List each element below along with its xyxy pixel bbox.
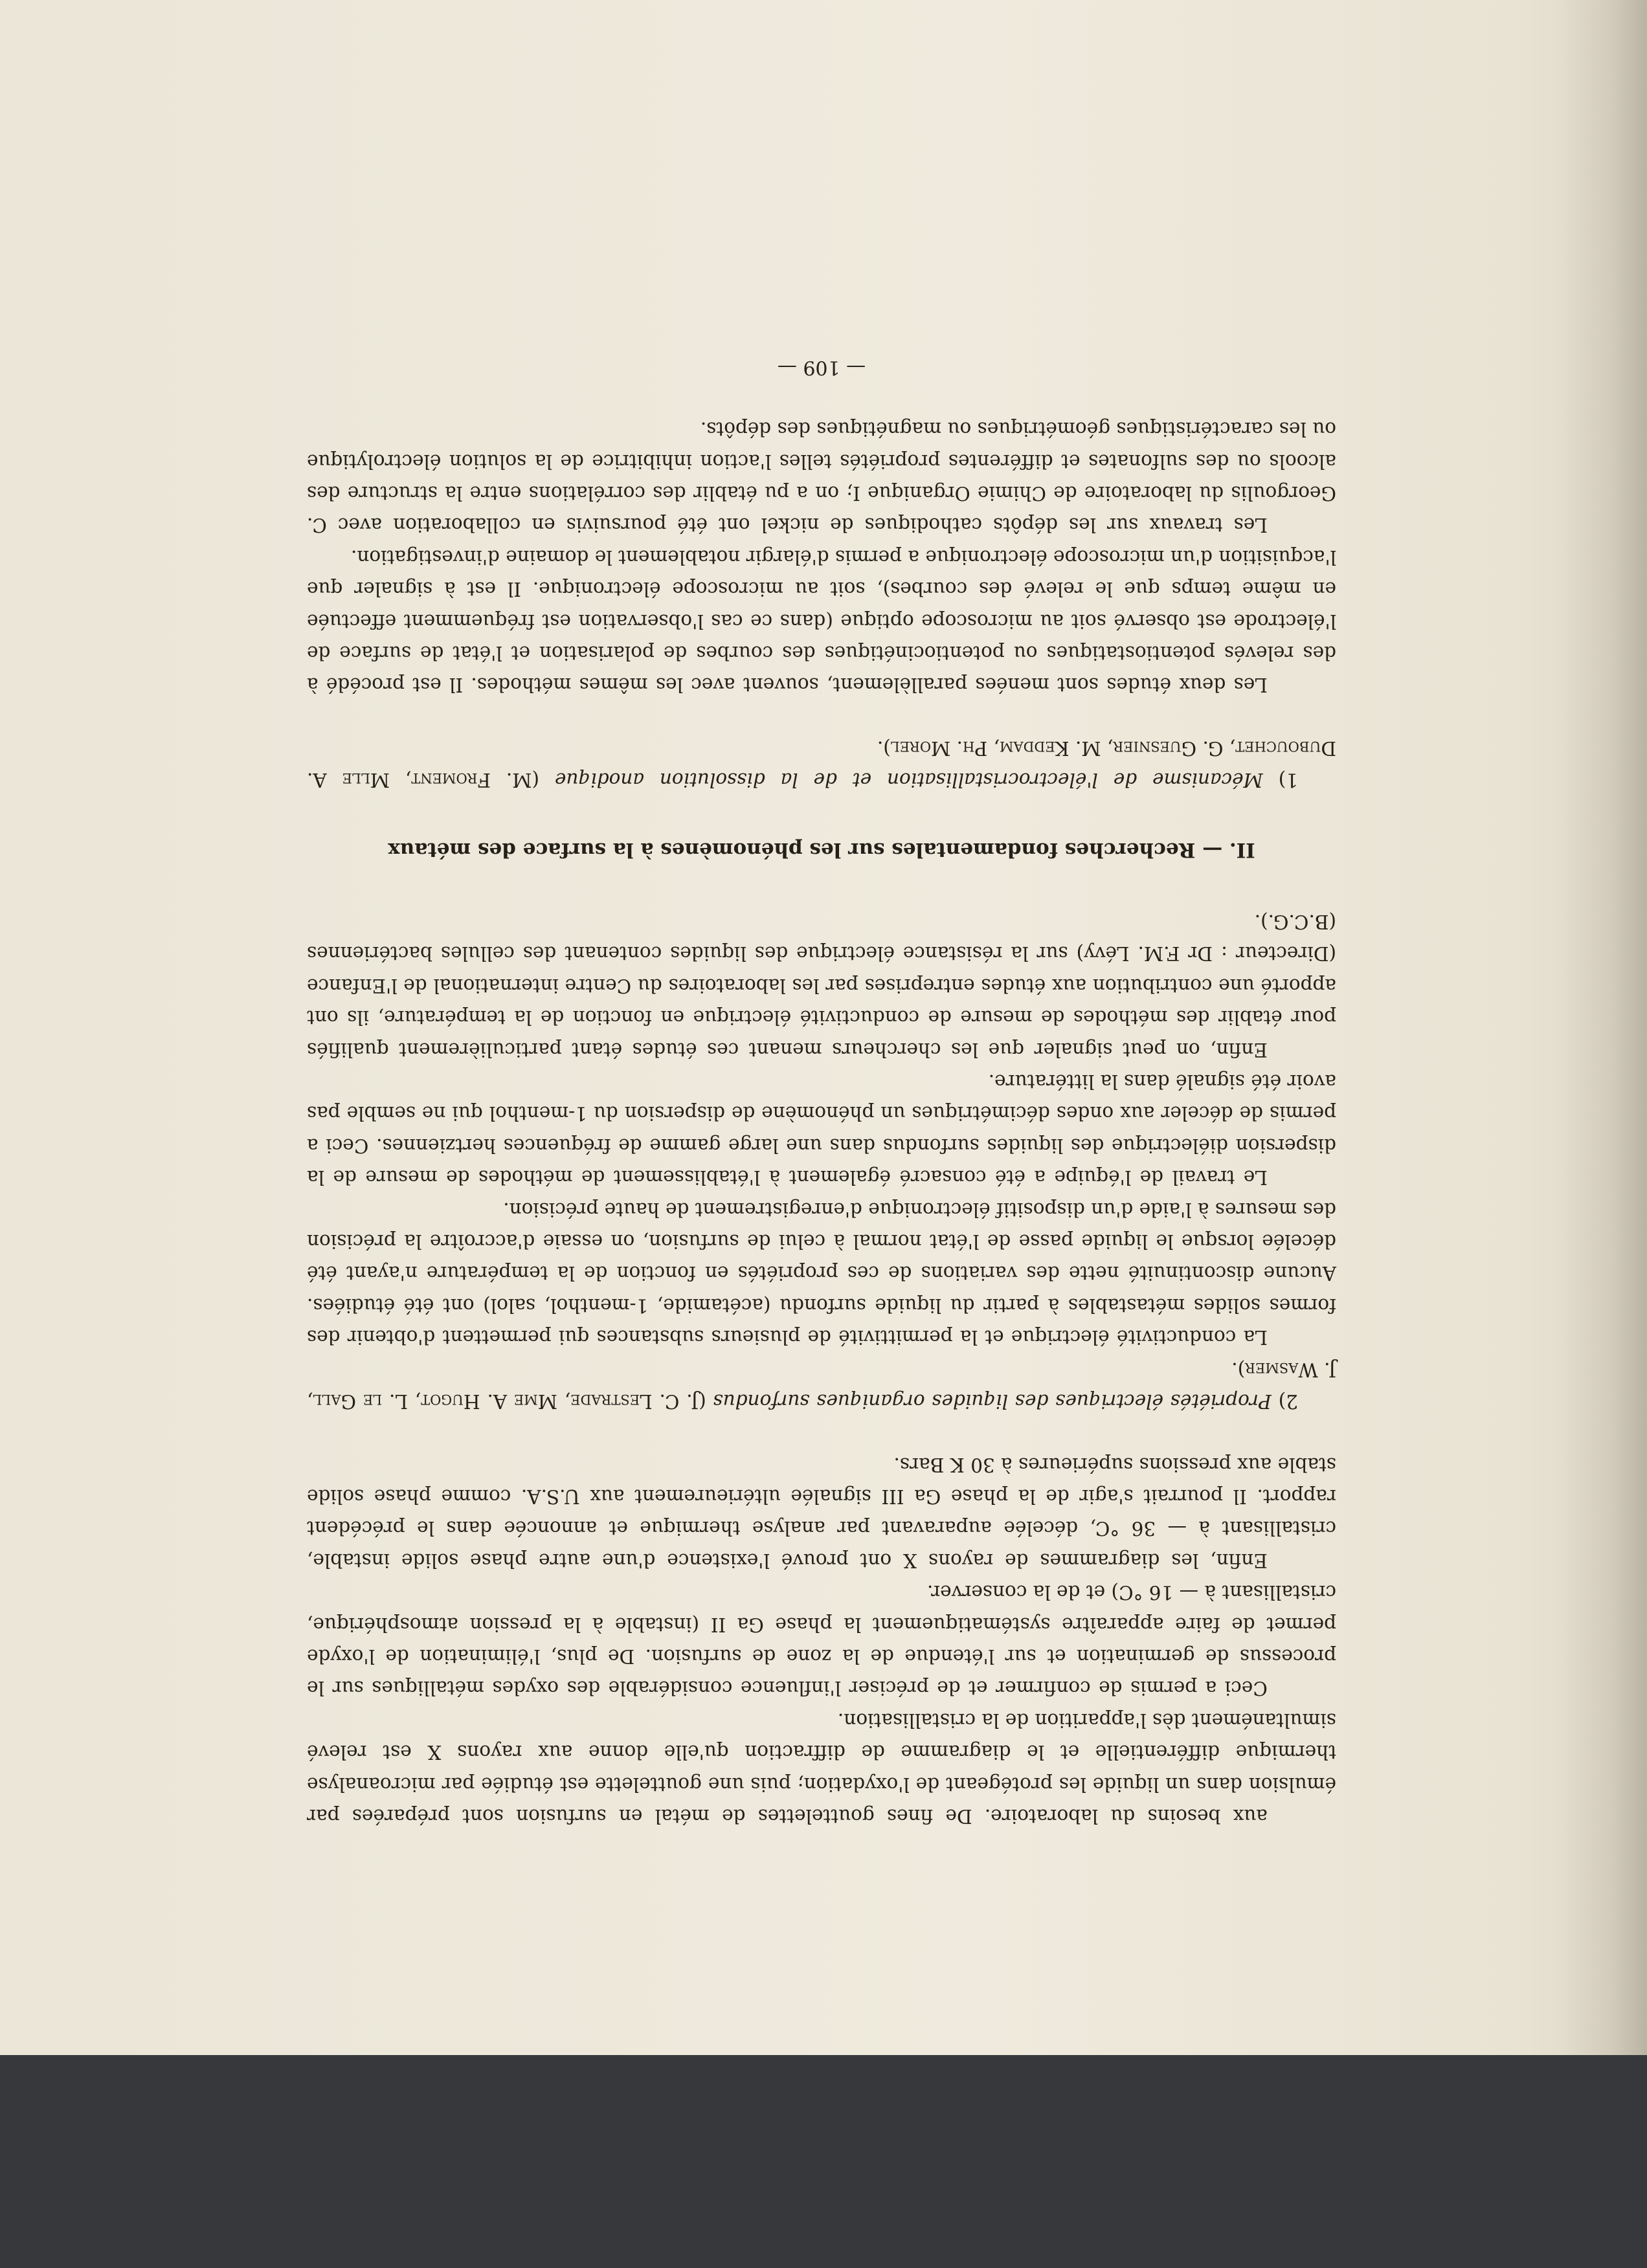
heading-number: 2) bbox=[1278, 1390, 1298, 1413]
heading-number: 1) bbox=[1278, 769, 1298, 792]
heading-title: Propriétés électriques des liquides organiques surfondus bbox=[713, 1390, 1272, 1413]
paragraph: Les deux études sont menées parallèlement, souvent avec les mêmes méthodes. Il est procédé à des relevés potentiostatiques ou potentiocinétiques des courbes de polarisation et l'état de surface de l'électrode est observé soit au microscope optique (dans ce cas l'observation est fréquemment effectuée en même temps que le relevé des courbes), soit au microscope électronique. Il est à signaler que l'acquisition d'un microscope électronique a permis d'élargir notablement le domaine d'investigation. bbox=[307, 546, 1336, 696]
paragraph: Ceci a permis de confirmer et de préciser l'influence considérable des oxydes métalliques sur le processus de germination et sur l'étendue de la zone de surfusion. De plus, l'élimination de l'oxyde permet de faire apparaître systématiquement la phase Ga II (instable à la pression atmosphérique, cristallisant à — 16 °C) et de la conserver. bbox=[307, 1581, 1336, 1700]
paragraph: Les travaux sur les dépôts cathodiques de nickel ont été poursuivis en collaboration avec C. Georgoulis du laboratoire de Chimie Organique I; on a pu établir des corrélations entre la structure des alcools ou des sulfonates et différentes propriétés telles l'action inhibitrice de la solution électrolytique ou les caractéristiques géométriques ou magnétiques des dépôts. bbox=[307, 418, 1336, 537]
section-title: II. — Recherches fondamentales sur les phénomènes à la surface des métaux bbox=[388, 838, 1255, 862]
page-number: — 109 — bbox=[777, 355, 866, 379]
paragraph: Le travail de l'équipe a été consacré également à l'établissement de méthodes de mesure de la dispersion diélectrique des liquides surfondus dans une large gamme de fréquences hertziennes. Ceci a permis de déceler aux ondes décimétriques un phénomène de dispersion du 1-menthol qui ne semble pas avoir été signalé dans la littérature. bbox=[307, 1071, 1336, 1189]
paragraph: aux besoins du laboratoire. De fines gouttelettes de métal en surfusion sont préparées par émulsion dans un liquide les protégeant de l'oxydation; puis une gouttelette est étudiée par microanalyse thermique différentielle et le diagramme de diffraction qu'elle donne aux rayons X est relevé simultanément dès l'apparition de la cristallisation. bbox=[307, 1709, 1336, 1827]
paragraph: Enfin, les diagrammes de rayons X ont prouvé l'existence d'une autre phase solide instable, cristallisant à — 36 °C, décelée auparavant par analyse thermique et annoncée dans le précédent rapport. Il pourrait s'agir de la phase Ga III signalée ultérieurement aux U.S.A. comme phase solide stable aux pressions supérieures à 30 K Bars. bbox=[307, 1453, 1336, 1572]
page-body bbox=[307, 351, 1336, 1832]
scanner-background bbox=[0, 2055, 1647, 2268]
heading-authors: (M. Froment, Mlle A. Dubouchet, G. Guesnier, M. Keddam, Ph. Morel). bbox=[307, 737, 1336, 792]
paragraph: Enfin, on peut signaler que les chercheurs menant ces études étant particulièrement qualifiés pour établir des méthodes de mesure de conductivité électrique en fonction de la température, ils ont apporté une contribution aux études entreprises par les laboratoires du Centre international de l'Enfance (Directeur : Dr F.M. Lévy) sur la résistance électrique des liquides contenant des cellules bactériennes (B.C.G.). bbox=[307, 911, 1336, 1061]
subsection-heading-1 bbox=[307, 731, 1336, 795]
heading-title: Mécanisme de l'électrocristallisation et de la dissolution anodique bbox=[554, 769, 1263, 792]
subsection-heading-2 bbox=[307, 1353, 1336, 1417]
heading-authors: (J. C. Lestrade, Mme A. Hugot, L. le Gall, J. Wasmer). bbox=[307, 1358, 1336, 1413]
paragraph: La conductivité électrique et la permittivité de plusieurs substances qui permettent d'obtenir des formes solides métastables à partir du liquide surfondu (acétamide, 1-menthol, salol) ont été étudiées. Aucune discontinuité nette des variations de ces propriétés en fonction de la température n'ayant été décelée lorsque le liquide passe de l'état normal à celui de surfusion, on essaie d'accroître la précision des mesures à l'aide d'un dispositif électronique d'enregistrement de haute précision. bbox=[307, 1198, 1336, 1349]
